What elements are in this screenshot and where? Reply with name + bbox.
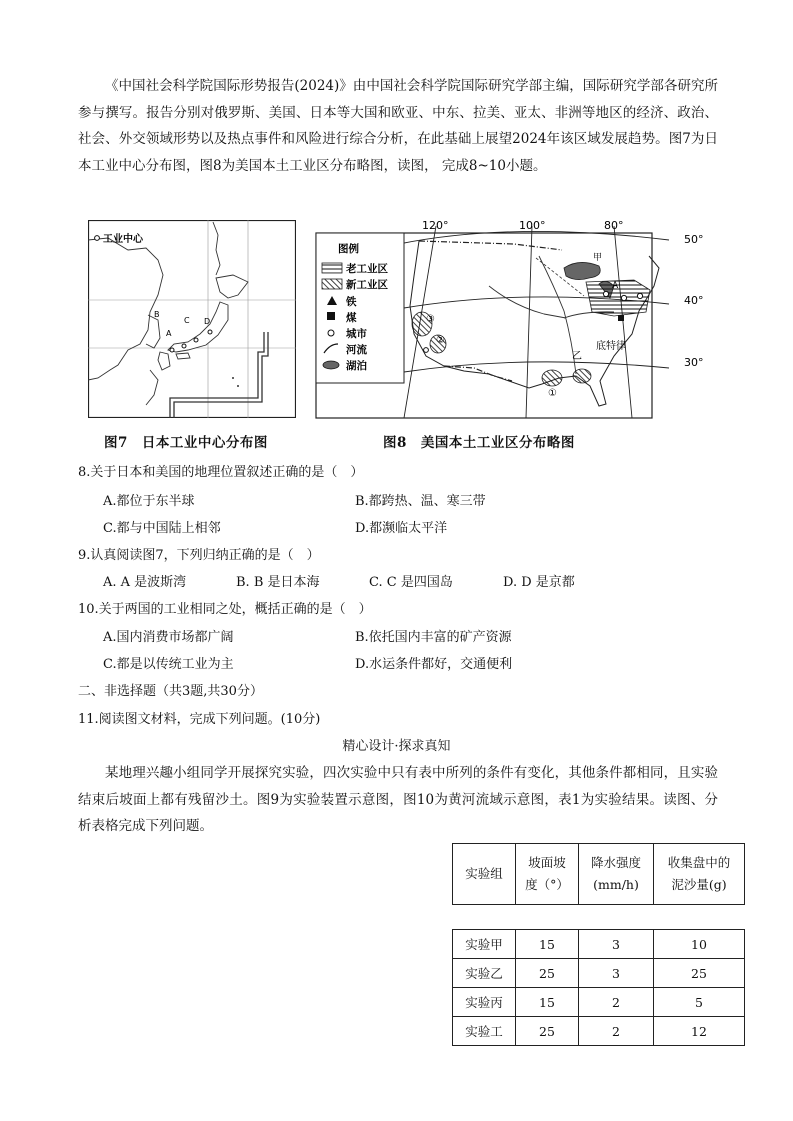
cell-slope: 25: [516, 1017, 579, 1046]
q8-stem: 8.关于日本和美国的地理位置叙述正确的是（ ）: [78, 465, 364, 480]
map8-label-jia: 甲: [593, 253, 603, 263]
cell-rain: 2: [579, 988, 654, 1017]
header-rain-line1: 降水强度: [590, 855, 641, 870]
experiment-table-body: [452, 929, 745, 1046]
q9-stem: 9.认真阅读图7，下列归纳正确的是（ ）: [78, 548, 320, 563]
intro-paragraph: 《中国社会科学院国际形势报告(2024)》由中国社会科学院国际研究学部主编，国际研究学部各研究所参与撰写。报告分别对俄罗斯、美国、日本等大国和欧亚、中东、拉美、亚太、非洲等地区的经济、政治、社会、外交领域形势以及热点事件和风险进行综合分析，在此基础上展望2024年该区域发展趋势。图7为日本工业中心分布图，图8为美国本土工业区分布略图，读图， 完成8~10小题。: [78, 78, 718, 174]
cell-sand: 25: [654, 959, 745, 988]
q9-option-c: C. C 是四国岛: [369, 575, 453, 590]
q8-option-c: C.都与中国陆上相邻: [103, 521, 221, 536]
header-slope-line2: 度（°）: [525, 877, 569, 892]
header-rain: [579, 844, 654, 905]
q10-option-d: D.水运条件都好，交通便利: [355, 657, 513, 672]
cell-group: 实验丙: [453, 988, 516, 1017]
header-sand: [654, 844, 745, 905]
cell-slope: 15: [516, 930, 579, 959]
map7-label-c: C: [184, 316, 190, 325]
map7-label-d: D: [204, 317, 211, 326]
q8-option-a: A.都位于东半球: [103, 494, 195, 509]
q11-subtitle: 精心设计·探求真知: [342, 739, 451, 754]
q9-option-d: D. D 是京都: [503, 575, 575, 590]
table-row: [453, 930, 745, 959]
map8-label-3: ③: [426, 314, 435, 325]
map8-legend-city: 城市: [346, 328, 367, 340]
map7-label-b: B: [154, 310, 160, 319]
map7-caption: 图7 日本工业中心分布图: [104, 435, 268, 451]
map8-legend-iron: 铁: [346, 296, 357, 308]
q11-body: 某地理兴趣小组同学开展探究实验，四次实验中只有表中所列的条件有变化，其他条件都相同，且实验结束后坡面上都有残留沙土。图9为实验装置示意图，图10为黄河流域示意图，表1为实验结果。读图、分析表格完成下列问题。: [78, 765, 718, 834]
cell-slope: 25: [516, 959, 579, 988]
cell-sand: 10: [654, 930, 745, 959]
cell-group: 实验工: [453, 1017, 516, 1046]
cell-slope: 15: [516, 988, 579, 1017]
header-sand-line2: 泥沙量(g): [671, 877, 727, 892]
map8-lon-80: 80°: [604, 219, 624, 232]
map8-legend-new: 新工业区: [346, 279, 388, 291]
header-rain-line2: (mm/h): [593, 877, 639, 892]
map7-legend-label: 工业中心: [103, 234, 143, 245]
map8-lat-50: 50°: [684, 233, 704, 246]
q8-option-b: B.都跨热、温、寒三带: [355, 494, 486, 509]
cell-group: 实验乙: [453, 959, 516, 988]
map8-label-detroit: 底特律: [596, 341, 626, 352]
header-sand-line1: 收集盘中的: [667, 855, 731, 870]
japan-industrial-map: [88, 220, 296, 418]
map8-legend-lake: 湖泊: [346, 360, 367, 372]
map8-legend-old: 老工业区: [346, 263, 388, 275]
cell-sand: 5: [654, 988, 745, 1017]
header-slope-line1: 坡面坡: [528, 855, 566, 870]
experiment-table-header: [452, 843, 745, 905]
table-row: [453, 959, 745, 988]
table-row: [453, 988, 745, 1017]
header-slope: [516, 844, 579, 905]
map8-caption: 图8 美国本土工业区分布略图: [383, 435, 575, 451]
cell-rain: 3: [579, 959, 654, 988]
map8-lon-100: 100°: [519, 219, 546, 232]
q10-option-c: C.都是以传统工业为主: [103, 657, 234, 672]
map8-legend-river: 河流: [346, 344, 367, 356]
map7-label-a: A: [166, 329, 172, 338]
map8-label-2: ②: [436, 335, 445, 346]
cell-rain: 3: [579, 930, 654, 959]
map8-label-1: ①: [548, 388, 557, 399]
q9-option-b: B. B 是日本海: [236, 575, 320, 590]
map8-label-yi: 乙: [572, 351, 582, 362]
q10-option-a: A.国内消费市场都广阔: [103, 630, 234, 645]
usa-industrial-map: [314, 216, 724, 420]
map8-lat-30: 30°: [684, 356, 704, 369]
map8-legend-title: 图例: [338, 243, 359, 255]
cell-group: 实验甲: [453, 930, 516, 959]
section-2-heading: 二、非选择题（共3题,共30分）: [78, 684, 263, 699]
cell-sand: 12: [654, 1017, 745, 1046]
q10-stem: 10.关于两国的工业相同之处，概括正确的是（ ）: [78, 602, 372, 617]
map8-label-a: A: [612, 281, 619, 291]
q8-option-d: D.都濒临太平洋: [355, 521, 448, 536]
map8-lon-120: 120°: [422, 219, 449, 232]
map8-legend-coal: 煤: [346, 312, 357, 324]
q9-option-a: A. A 是波斯湾: [103, 575, 187, 590]
table-row: [453, 1017, 745, 1046]
map8-lat-40: 40°: [684, 294, 704, 307]
q10-option-b: B.依托国内丰富的矿产资源: [355, 630, 512, 645]
header-group: 实验组: [453, 844, 516, 905]
q11-stem: 11.阅读图文材料，完成下列问题。(10分): [78, 712, 321, 727]
cell-rain: 2: [579, 1017, 654, 1046]
